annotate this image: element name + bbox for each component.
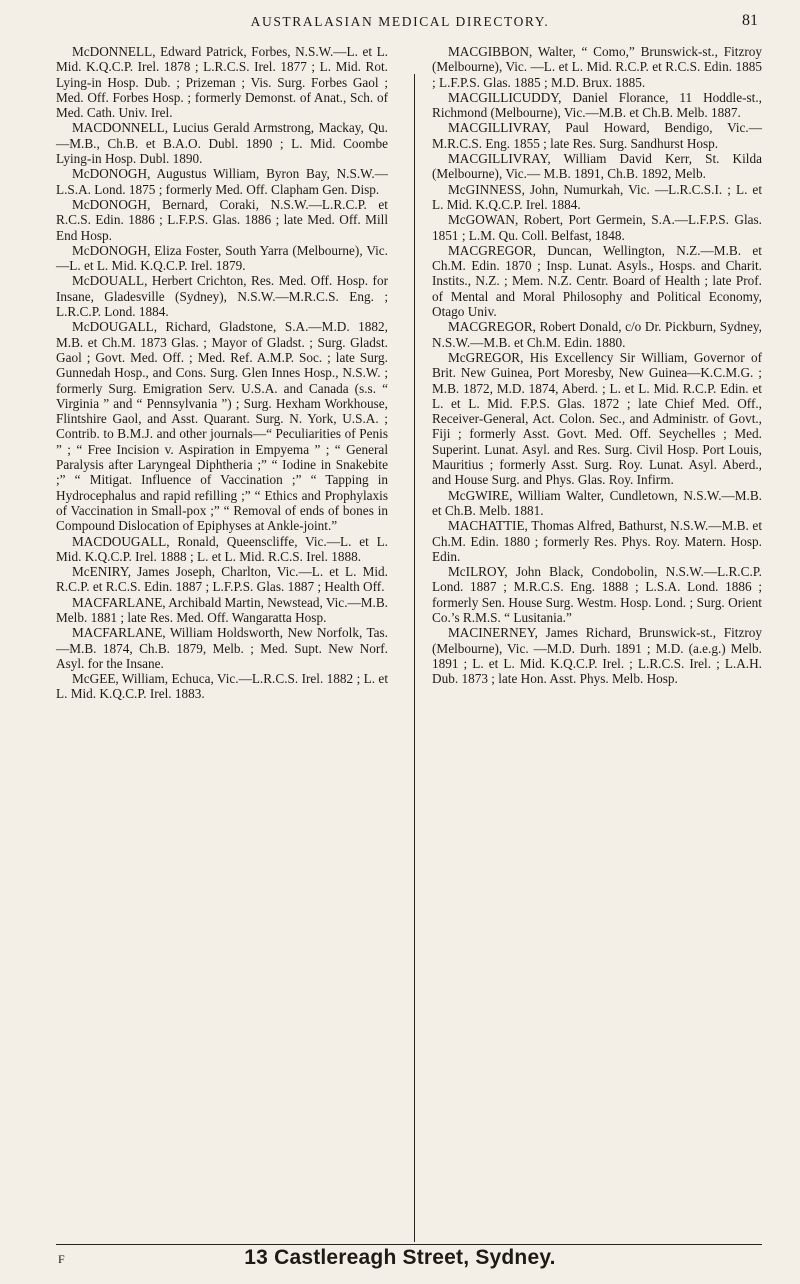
directory-entry: McDONOGH, Eliza Foster, South Yarra (Melbourne), Vic.—L. et L. Mid. K.Q.C.P. Irel. 1879. xyxy=(56,242,388,274)
directory-entry: McDONOGH, Bernard, Coraki, N.S.W.—L.R.C.P. et R.C.S. Edin. 1886 ; L.F.P.S. Glas. 1886 ; late Med. Off. Mill End Hosp. xyxy=(56,196,388,243)
directory-entry: McGWIRE, William Walter, Cundletown, N.S.W.—M.B. et Ch.B. Melb. 1881. xyxy=(432,487,762,518)
directory-entry: McENIRY, James Joseph, Charlton, Vic.—L. et L. Mid. R.C.P. et R.C.S. Edin. 1887 ; L.F.P.S. Glas. 1887 ; Health Off. xyxy=(56,564,388,595)
directory-entry: MACFARLANE, William Holdsworth, New Norfolk, Tas.—M.B. 1874, Ch.B. 1879, Melb. ; Med. Supt. New Norf. Asyl. for the Insane. xyxy=(56,625,388,671)
directory-entry: McDOUALL, Herbert Crichton, Res. Med. Off. Hosp. for Insane, Gladesville (Sydney), N.S.W.—M.R.C.S. Eng. ; L.R.C.P. Lond. 1884. xyxy=(56,273,388,320)
page-header xyxy=(0,8,800,38)
directory-entry: MACGIBBON, Walter, “ Como,” Brunswick-st., Fitzroy (Melbourne), Vic. —L. et L. Mid. R.C.P. et R.C.S. Edin. 1885 ; L.F.P.S. Glas. 1885 ; M.D. Brux. 1885. xyxy=(432,44,762,90)
directory-entry: McDOUGALL, Richard, Gladstone, S.A.—M.D. 1882, M.B. et Ch.M. 1873 Glas. ; Mayor of Gladst. ; Surg. Gladst. Gaol ; Govt. Med. Off. ; Med. Ref. A.M.P. Soc. ; late Surg. Gunnedah Hosp., and Cons. Surg. Glen Innes Hosp., N.S.W. ; formerly Surg. Emigration Serv. U.S.A. and Canada (s.s. “ Virginia ” and “ Pennsylvania ”) ; Surg. Hexham Workhouse, Flintshire Gaol, and Asst. Quarant. Surg. N. York, U.S.A. ; Contrib. to B.M.J. and other journals—“ Peculiarities of Penis ” ; “ Free Incision v. Aspiration in Empyema ” ; “ General Paralysis after Laryngeal Diphtheria ;” “ Iodine in Snakebite ;” “ Mitigat. Influence of Vaccination ;” “ Tapping in Hydrocephalus and rapid refilling ;” “ Ethics and Prophylaxis of Vaccination in Small-pox ;” “ Removal of ends of bones in Compound Dislocation of Epiphyses at Ankle-joint.” xyxy=(56,319,388,534)
directory-entry: MACFARLANE, Archibald Martin, Newstead, Vic.—M.B. Melb. 1881 ; late Res. Med. Off. Wangaratta Hosp. xyxy=(56,594,388,625)
directory-entry: McGEE, William, Echuca, Vic.—L.R.C.S. Irel. 1882 ; L. et L. Mid. K.Q.C.P. Irel. 1883. xyxy=(56,671,388,702)
footer-rule xyxy=(56,1244,762,1245)
directory-entry: MACHATTIE, Thomas Alfred, Bathurst, N.S.W.—M.B. et Ch.M. Edin. 1880 ; formerly Res. Phys. Roy. Matern. Hosp. Edin. xyxy=(432,518,762,564)
directory-entry: MACGILLIVRAY, William David Kerr, St. Kilda (Melbourne), Vic.— M.B. 1891, Ch.B. 1892, Melb. xyxy=(432,151,762,182)
directory-entry: MACGILLICUDDY, Daniel Florance, 11 Hoddle-st., Richmond (Melbourne), Vic.—M.B. et Ch.B. Melb. 1887. xyxy=(432,89,762,121)
page-number: 81 xyxy=(742,12,758,29)
directory-entry: MACGILLIVRAY, Paul Howard, Bendigo, Vic.—M.R.C.S. Eng. 1855 ; late Res. Surg. Sandhurst Hosp. xyxy=(432,120,762,151)
publisher-address: 13 Castlereagh Street, Sydney. xyxy=(244,1246,556,1269)
page-footer xyxy=(0,1244,800,1274)
directory-entry: MACINERNEY, James Richard, Brunswick-st., Fitzroy (Melbourne), Vic. —M.D. Durh. 1891 ; M.D. (a.e.g.) Melb. 1891 ; L. et L. Mid. K.Q.C.P. Irel. ; L.R.C.S. Irel. ; L.A.H. Dub. 1873 ; late Hon. Asst. Phys. Melb. Hosp. xyxy=(432,625,762,687)
directory-entry: MACDONNELL, Lucius Gerald Armstrong, Mackay, Qu.—M.B., Ch.B. et B.A.O. Dubl. 1890 ; L. Mid. Coombe Lying-in Hosp. Dubl. 1890. xyxy=(56,120,388,167)
right-column xyxy=(432,44,762,686)
directory-entry: McILROY, John Black, Condobolin, N.S.W.—L.R.C.P. Lond. 1887 ; M.R.C.S. Eng. 1888 ; L.S.A. Lond. 1886 ; formerly Sen. House Surg. Westm. Hosp. Lond. ; Surg. Orient Co.’s R.M.S. “ Lusitania.” xyxy=(432,564,762,625)
directory-entry: McGINNESS, John, Numurkah, Vic. —L.R.C.S.I. ; L. et L. Mid. K.Q.C.P. Irel. 1884. xyxy=(432,181,762,212)
directory-entry: MACDOUGALL, Ronald, Queenscliffe, Vic.—L. et L. Mid. K.Q.C.P. Irel. 1888 ; L. et L. Mid. R.C.S. Irel. 1888. xyxy=(56,533,388,564)
running-title: AUSTRALASIAN MEDICAL DIRECTORY. xyxy=(250,14,550,29)
left-column xyxy=(56,44,388,702)
directory-entry: McGOWAN, Robert, Port Germein, S.A.—L.F.P.S. Glas. 1851 ; L.M. Qu. Coll. Belfast, 1848. xyxy=(432,212,762,243)
directory-entry: MACGREGOR, Robert Donald, c/o Dr. Pickburn, Sydney, N.S.W.—M.B. et Ch.M. Edin. 1880. xyxy=(432,319,762,350)
signature-mark: F xyxy=(58,1252,65,1266)
directory-entry: MACGREGOR, Duncan, Wellington, N.Z.—M.B. et Ch.M. Edin. 1870 ; Insp. Lunat. Asyls., Hosps. and Charit. Instits., N.Z. ; Mem. N.Z. Centr. Board of Health ; late Prof. of Mental and Moral Philosophy and Political Economy, Otago Univ. xyxy=(432,242,762,320)
directory-entry: McGREGOR, His Excellency Sir William, Governor of Brit. New Guinea, Port Moresby, New Guinea—K.C.M.G. ; M.B. 1872, M.D. 1874, Aberd. ; L. et L. Mid. R.C.P. Edin. et L. et L. Mid. F.P.S. Glas. 1872 ; late Chief Med. Off., Receiver-General, Act. Colon. Sec., and Administr. of Govt., Fiji ; formerly Asst. Govt. Med. Off. Seychelles ; Med. Superint. Lunat. Asyl. and Res. Surg. Civil Hosp. Port Louis, Mauritius ; formerly Asst. Surg. Roy. Lunat. Asyl. Aberd., and House Surg. and Phys. Glas. Roy. Infirm. xyxy=(432,349,762,488)
directory-entry: McDONNELL, Edward Patrick, Forbes, N.S.W.—L. et L. Mid. K.Q.C.P. Irel. 1878 ; L.R.C.S. Irel. 1877 ; L. Mid. Rot. Lying-in Hosp. Dub. ; Prizeman ; Vis. Surg. Forbes Gaol ; Med. Off. Forbes Hosp. ; formerly Demonst. of Anat., Sch. of Med. Cath. Univ. Irel. xyxy=(56,44,388,121)
column-divider xyxy=(414,74,415,1242)
directory-entry: McDONOGH, Augustus William, Byron Bay, N.S.W.—L.S.A. Lond. 1875 ; formerly Med. Off. Clapham Gen. Disp. xyxy=(56,166,388,197)
